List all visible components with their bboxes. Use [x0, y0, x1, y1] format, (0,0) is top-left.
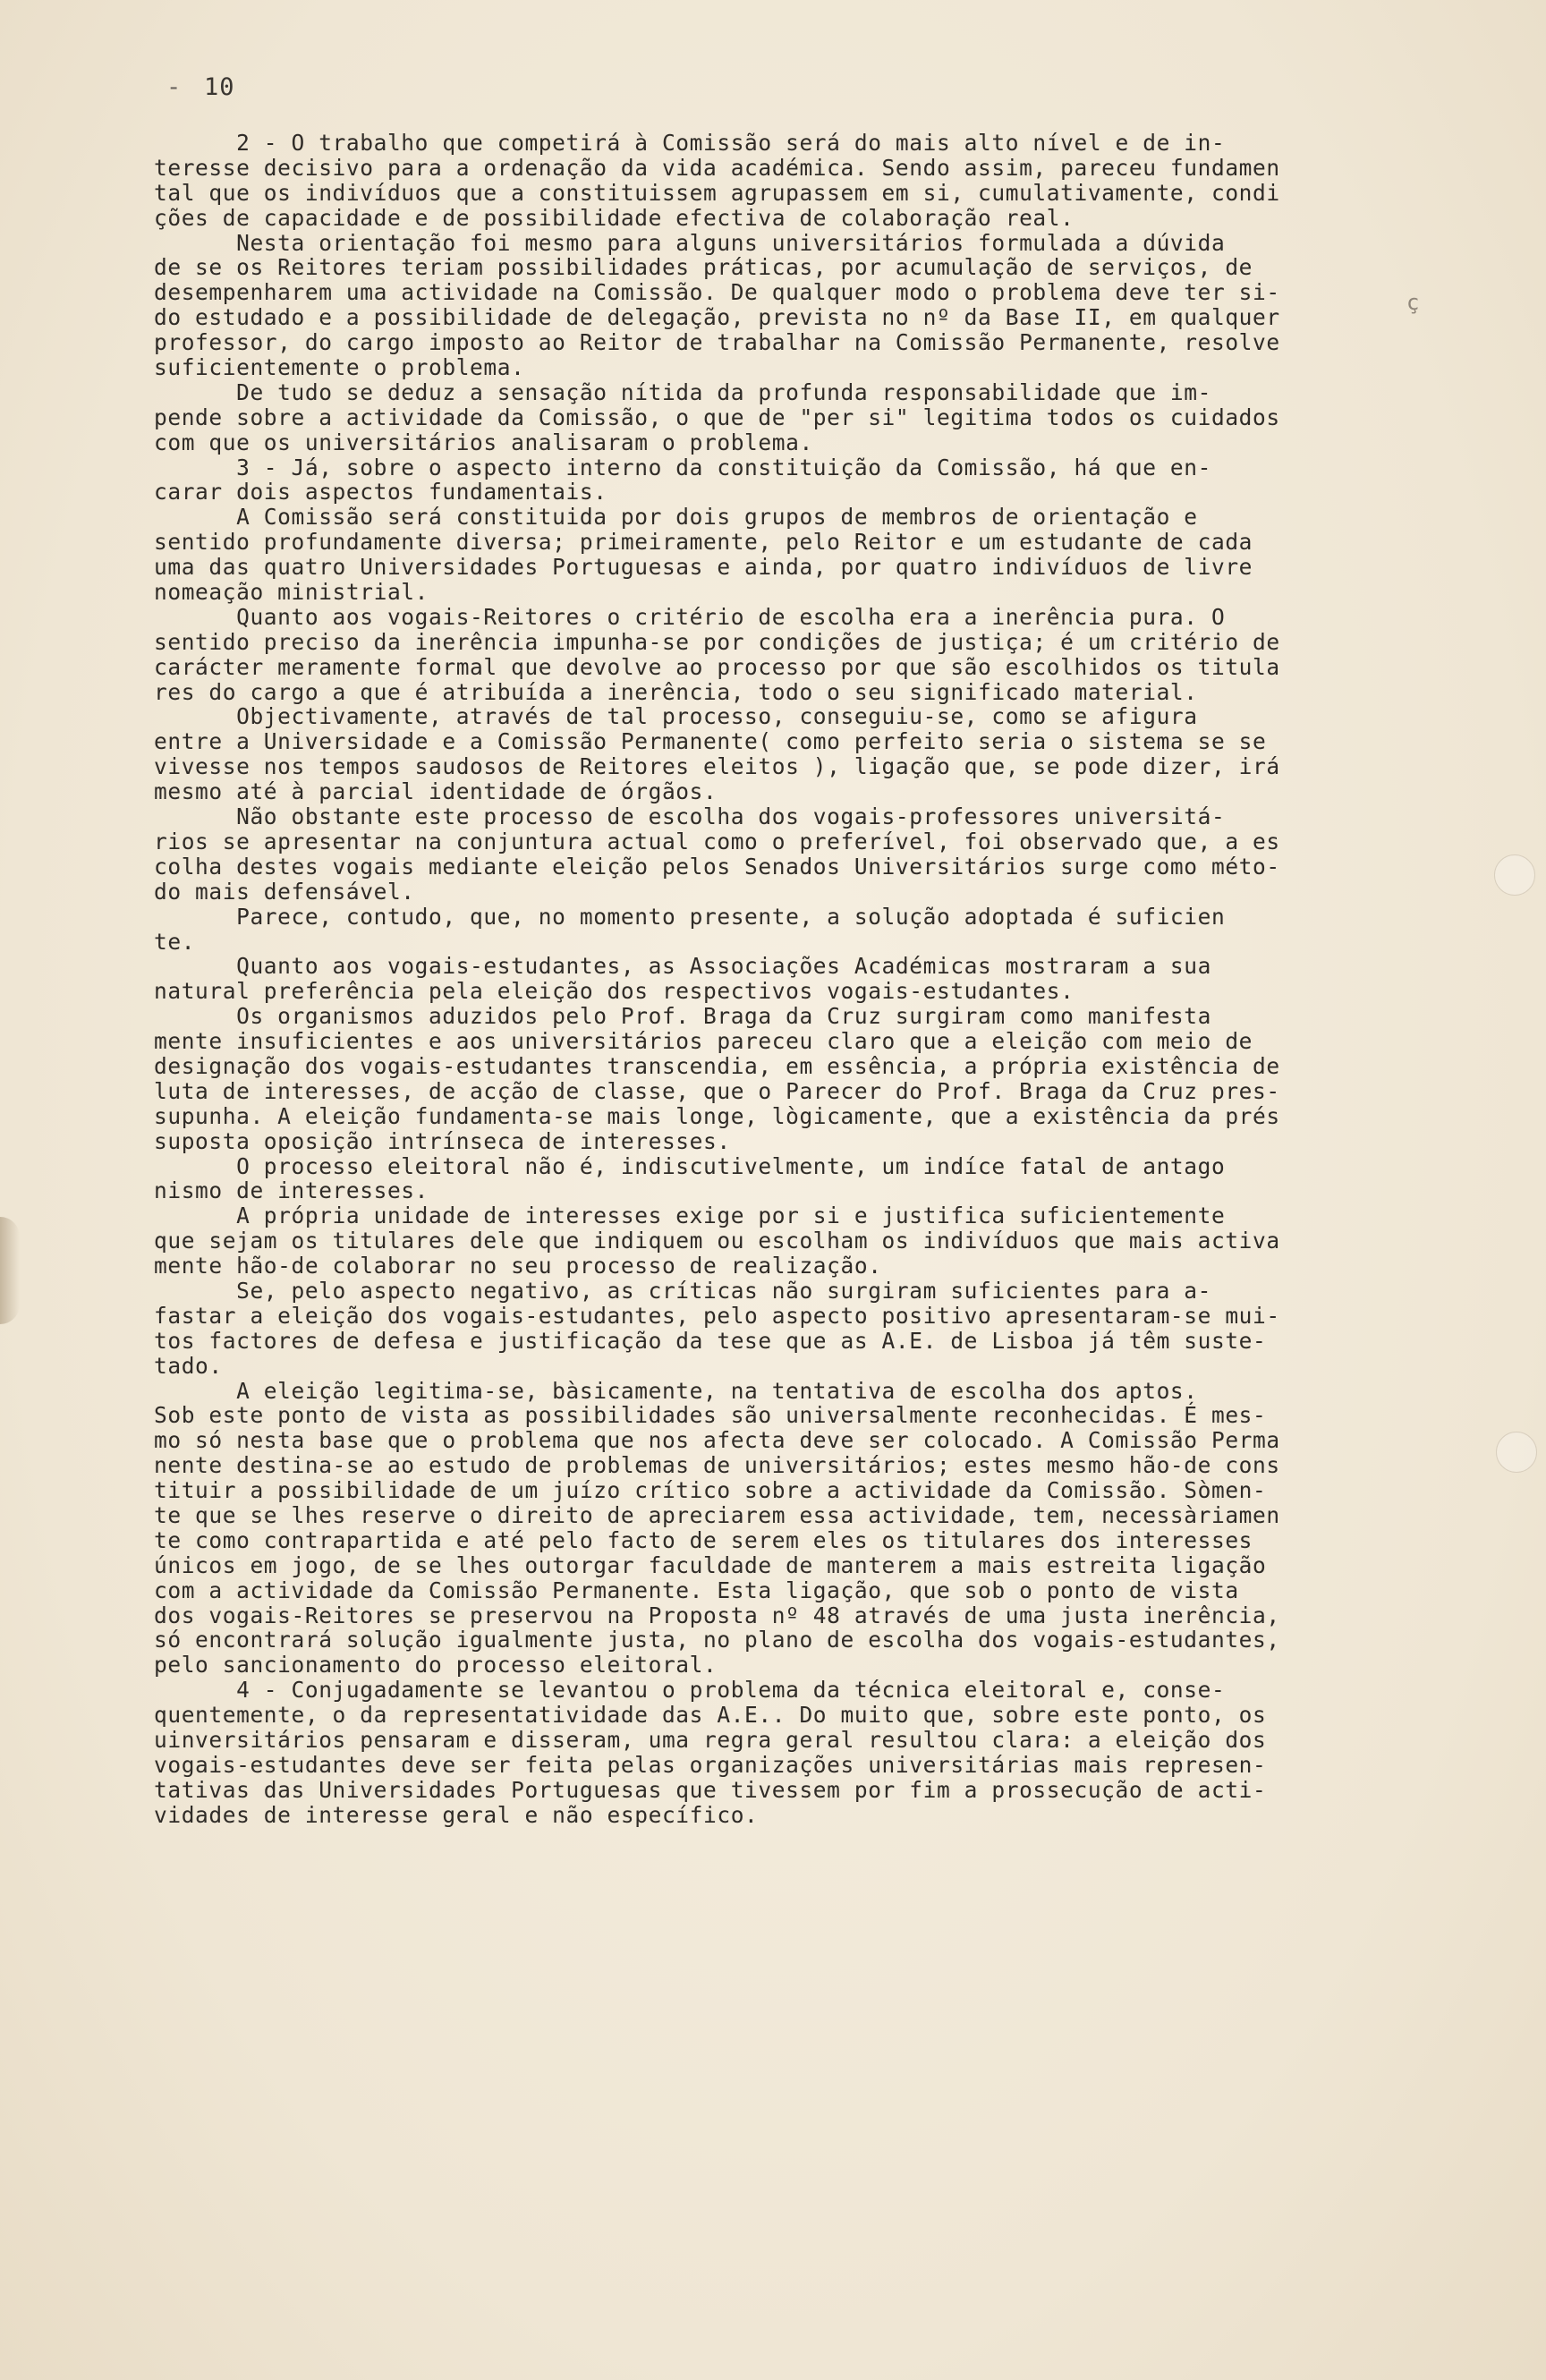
text-line: tado. — [154, 1352, 223, 1379]
text-line: te como contrapartida e até pelo facto de serem eles os titulares dos interesses — [154, 1526, 1253, 1553]
text-line: res do cargo a que é atribuída a inerência, todo o seu significado material. — [154, 678, 1198, 705]
text-line: colha destes vogais mediante eleição pelos Senados Universitários surge como méto- — [154, 853, 1280, 880]
text-line: pelo sancionamento do processo eleitoral. — [154, 1652, 718, 1679]
margin-mark: ç — [1406, 290, 1420, 315]
text-line: Quanto aos vogais-Reitores o critério de escolha era a inerência pura. O — [154, 603, 1226, 630]
text-line: nente destina-se ao estudo de problemas de universitários; estes mesmo hão-de cons — [154, 1452, 1280, 1479]
text-line: professor, do cargo imposto ao Reitor de trabalhar na Comissão Permanente, resolve — [154, 329, 1280, 356]
page-number: 10 — [204, 73, 235, 101]
text-line: luta de interesses, de acção de classe, que o Parecer do Prof. Braga da Cruz pres- — [154, 1077, 1280, 1104]
text-line: rios se apresentar na conjuntura actual como o preferível, foi observado que, a es — [154, 828, 1280, 854]
text-line: de se os Reitores teriam possibilidades práticas, por acumulação de serviços, de — [154, 254, 1253, 281]
text-line: carar dois aspectos fundamentais. — [154, 479, 607, 506]
text-line: 3 - Já, sobre o aspecto interno da constituição da Comissão, há que en- — [154, 454, 1211, 480]
text-line: tituir a possibilidade de um juízo crítico sobre a actividade da Comissão. Sòmen- — [154, 1477, 1267, 1504]
text-line: com que os universitários analisaram o problema. — [154, 429, 813, 455]
text-line: do mais defensável. — [154, 878, 415, 905]
text-line: teresse decisivo para a ordenação da vida académica. Sendo assim, pareceu fundamen — [154, 154, 1280, 181]
punch-hole-upper — [1494, 854, 1535, 896]
text-line: tativas das Universidades Portuguesas que tivessem por fim a prossecução de acti- — [154, 1776, 1267, 1803]
text-line: te. — [154, 928, 196, 955]
text-line: sentido preciso da inerência impunha-se por condições de justiça; é um critério de — [154, 628, 1280, 655]
text-line: quentemente, o da representatividade das A.E.. Do muito que, sobre este ponto, os — [154, 1702, 1267, 1729]
text-line: Sob este ponto de vista as possibilidades são universalmente reconhecidas. É mes- — [154, 1402, 1267, 1429]
text-line: sentido profundamente diversa; primeiramente, pelo Reitor e um estudante de cada — [154, 529, 1253, 556]
punch-hole-lower — [1496, 1432, 1537, 1473]
text-line: entre a Universidade e a Comissão Permanente( como perfeito seria o sistema se se — [154, 728, 1267, 755]
text-line: Se, pelo aspecto negativo, as críticas não surgiram suficientes para a- — [154, 1277, 1211, 1304]
text-line: fastar a eleição dos vogais-estudantes, pelo aspecto positivo apresentaram-se mui- — [154, 1302, 1280, 1329]
text-line: natural preferência pela eleição dos respectivos vogais-estudantes. — [154, 978, 1075, 1005]
paper-stain — [0, 1217, 20, 1324]
text-line: uma das quatro Universidades Portuguesas e ainda, por quatro indivíduos de livre — [154, 554, 1253, 581]
text-line: designação dos vogais-estudantes transcendia, em essência, a própria existência de — [154, 1052, 1280, 1079]
text-line: O processo eleitoral não é, indiscutivelmente, um indíce fatal de antago — [154, 1152, 1226, 1179]
text-line: te que se lhes reserve o direito de apreciarem essa actividade, tem, necessàriamen — [154, 1501, 1280, 1528]
text-line: vidades de interesse geral e não específico. — [154, 1801, 759, 1828]
text-line: supunha. A eleição fundamenta-se mais longe, lògicamente, que a existência da prés — [154, 1102, 1280, 1129]
text-line: uinversitários pensaram e disseram, uma regra geral resultou clara: a eleição dos — [154, 1727, 1267, 1753]
text-line: ções de capacidade e de possibilidade efectiva de colaboração real. — [154, 204, 1075, 231]
text-line: com a actividade da Comissão Permanente. Esta ligação, que sob o ponto de vista — [154, 1577, 1239, 1603]
text-line: A eleição legitima-se, bàsicamente, na tentativa de escolha dos aptos. — [154, 1377, 1198, 1404]
text-line: desempenharem uma actividade na Comissão. De qualquer modo o problema deve ter si- — [154, 279, 1280, 306]
text-line: mente insuficientes e aos universitários pareceu claro que a eleição com meio de — [154, 1028, 1253, 1055]
text-line: vivesse nos tempos saudosos de Reitores eleitos ), ligação que, se pode dizer, irá — [154, 753, 1280, 780]
text-line: mesmo até à parcial identidade de órgãos. — [154, 778, 718, 805]
text-line: que sejam os titulares dele que indiquem ou escolham os indivíduos que mais activa — [154, 1228, 1280, 1254]
text-line: pende sobre a actividade da Comissão, o que de "per si" legitima todos os cuidados — [154, 404, 1280, 430]
text-line: Não obstante este processo de escolha dos vogais-professores universitá- — [154, 803, 1226, 830]
text-line: mo só nesta base que o problema que nos afecta deve ser colocado. A Comissão Perma — [154, 1427, 1280, 1454]
text-line: Parece, contudo, que, no momento presente, a solução adoptada é suficien — [154, 903, 1226, 930]
page-number-dash: - — [166, 73, 182, 101]
text-line: vogais-estudantes deve ser feita pelas organizações universitárias mais represen- — [154, 1751, 1267, 1778]
text-line: mente hão-de colaborar no seu processo de realização. — [154, 1253, 882, 1279]
text-line: só encontrará solução igualmente justa, no plano de escolha dos vogais-estudantes, — [154, 1627, 1280, 1653]
text-line: A própria unidade de interesses exige por si e justifica suficientemente — [154, 1203, 1226, 1229]
text-line: nomeação ministrial. — [154, 579, 429, 606]
text-line: De tudo se deduz a sensação nítida da profunda responsabilidade que im- — [154, 378, 1211, 405]
text-line: Objectivamente, através de tal processo, conseguiu-se, como se afigura — [154, 703, 1198, 730]
text-line: A Comissão será constituida por dois grupos de membros de orientação e — [154, 504, 1198, 531]
text-line: tal que os indivíduos que a constituissem agrupassem em si, cumulativamente, condi — [154, 179, 1280, 206]
text-line: 2 - O trabalho que competirá à Comissão será do mais alto nível e de in- — [154, 130, 1226, 156]
text-line: carácter meramente formal que devolve ao processo por que são escolhidos os titula — [154, 653, 1280, 680]
document-body — [154, 131, 1349, 1828]
text-line: suposta oposição intrínseca de interesses. — [154, 1127, 731, 1154]
text-line: Quanto aos vogais-estudantes, as Associações Académicas mostraram a sua — [154, 953, 1211, 980]
text-line: tos factores de defesa e justificação da tese que as A.E. de Lisboa já têm suste- — [154, 1327, 1267, 1354]
text-line: 4 - Conjugadamente se levantou o problema da técnica eleitoral e, conse- — [154, 1677, 1226, 1704]
text-line: Os organismos aduzidos pelo Prof. Braga da Cruz surgiram como manifesta — [154, 1003, 1211, 1030]
text-line: nismo de interesses. — [154, 1177, 429, 1204]
text-line: Nesta orientação foi mesmo para alguns universitários formulada a dúvida — [154, 229, 1226, 256]
text-line: únicos em jogo, de se lhes outorgar faculdade de manterem a mais estreita ligação — [154, 1551, 1267, 1578]
text-line: suficientemente o problema. — [154, 354, 525, 381]
text-line: dos vogais-Reitores se preservou na Proposta nº 48 através de uma justa inerência, — [154, 1602, 1280, 1628]
text-line: do estudado e a possibilidade de delegação, prevista no nº da Base II, em qualquer — [154, 304, 1280, 331]
